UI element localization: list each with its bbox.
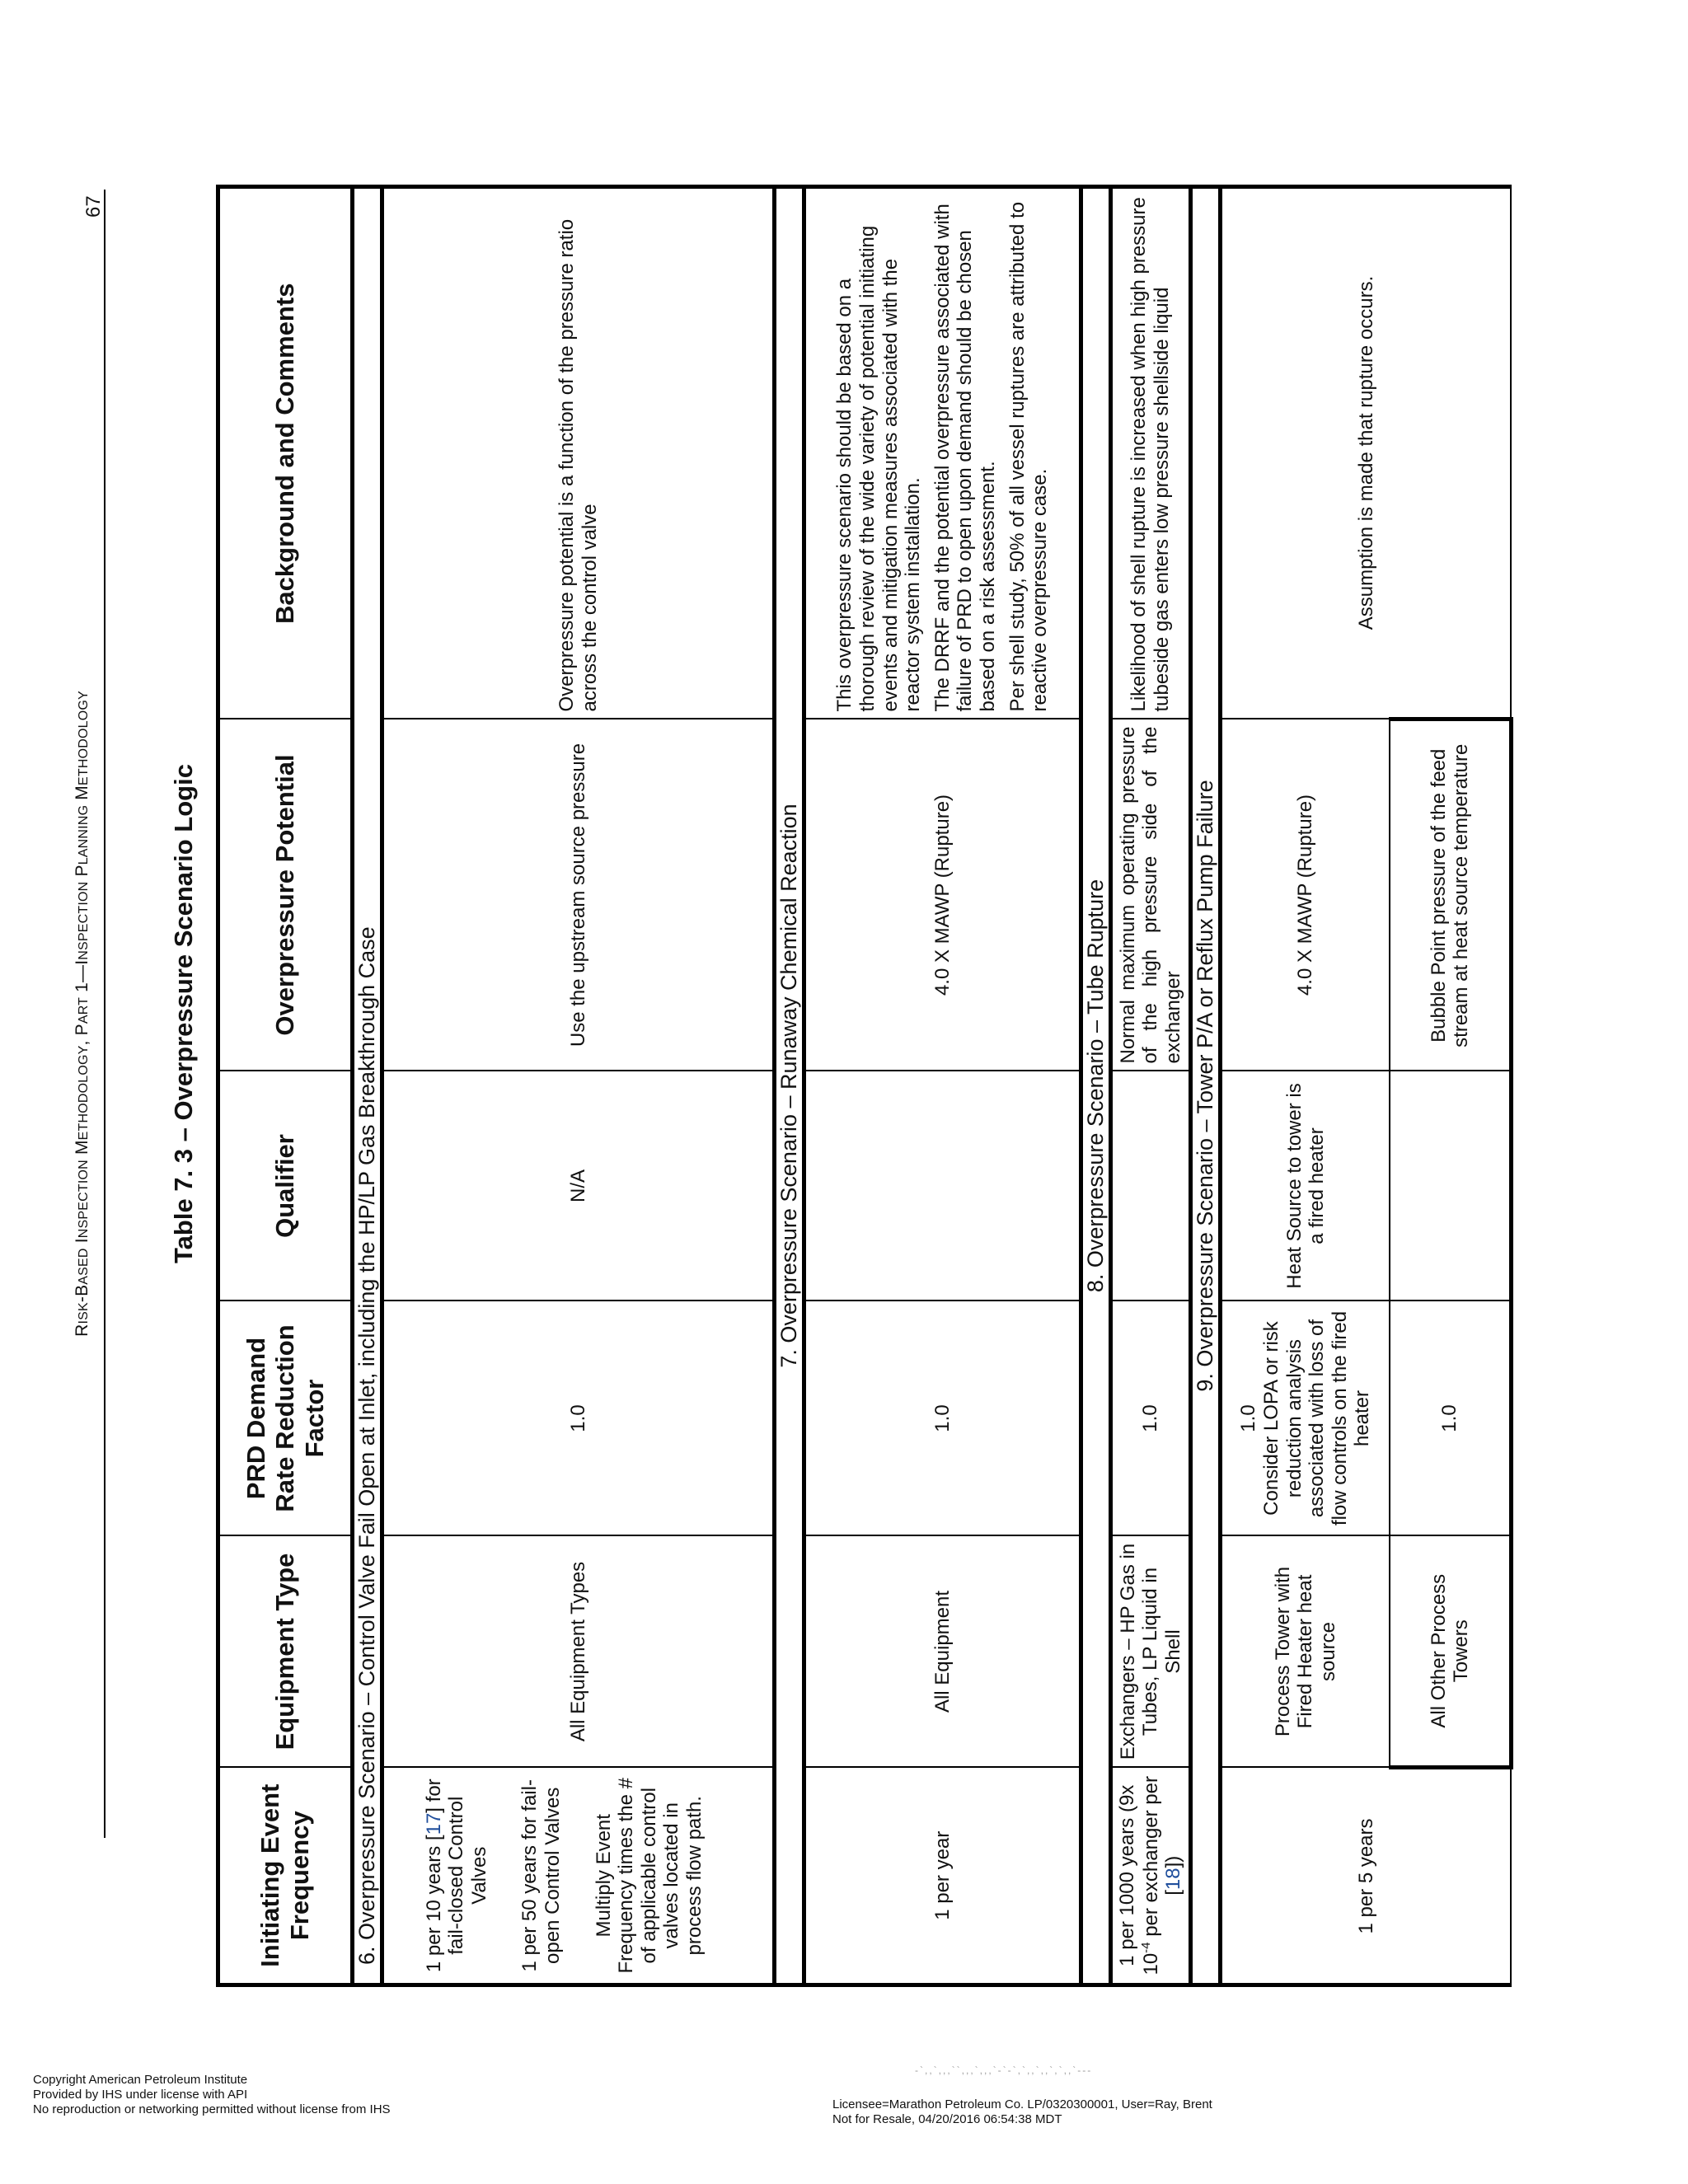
- s9-potential-1: 4.0 X MAWP (Rupture): [1220, 719, 1390, 1071]
- footer-right-line-2: Not for Resale, 04/20/2016 06:54:38 MDT: [832, 2112, 1062, 2126]
- s6-qualifier: N/A: [382, 1071, 775, 1301]
- s7-drrf: 1.0: [804, 1301, 1081, 1536]
- section-8-title: 8. Overpressure Scenario – Tube Rupture: [1083, 879, 1109, 1293]
- section-6-row: [382, 187, 775, 1985]
- s6-equipment: All Equipment Types: [382, 1536, 775, 1768]
- s9-equipment-2: All Other Process Towers: [1390, 1536, 1511, 1768]
- footer-scratch-text: -`,,`,,,``,,,`,,,`-`-`,`,,`,,`,`,,`---: [915, 2064, 1093, 2076]
- header-overpressure-potential: Overpressure Potential: [218, 719, 353, 1071]
- section-7-title: 7. Overpressure Scenario – Runaway Chemical Reaction: [776, 804, 802, 1368]
- s8-potential: Normal maximum operating pressure of the high pressure side of the exchanger: [1111, 719, 1191, 1071]
- footer-copyright: [33, 2073, 391, 2117]
- s7-comments-2: The DRRF and the potential overpressure associated with failure of PRD to open upon demand should be chosen based on a risk assessment.: [931, 204, 999, 712]
- page-number: 67: [82, 195, 105, 218]
- section-8-title-row: [1081, 187, 1111, 1985]
- section-6-title: 6. Overpressure Scenario – Control Valve Fail Open at Inlet, including the HP/LP Gas Breakthrough Case: [354, 926, 379, 1965]
- section-9-title: 9. Overpressure Scenario – Tower P/A or Reflux Pump Failure: [1192, 780, 1217, 1392]
- s9-comments: Assumption is made that rupture occurs.: [1220, 187, 1511, 719]
- section-7-title-row: [775, 187, 804, 1985]
- s8-equipment: Exchangers – HP Gas in Tubes, LP Liquid in Shell: [1111, 1536, 1191, 1768]
- s6-comments: Overpressure potential is a function of the pressure ratio across the control valve: [382, 187, 775, 719]
- s9-frequency: 1 per 5 years: [1220, 1768, 1511, 1985]
- section-8-row: [1111, 187, 1191, 1985]
- s9-qualifier-1: Heat Source to tower is a fired heater: [1220, 1071, 1390, 1301]
- header-frequency: Initiating Event Frequency: [218, 1768, 353, 1985]
- s9-qualifier-2: [1390, 1071, 1511, 1301]
- table-title: Table 7. 3 – Overpressure Scenario Logic: [169, 764, 198, 1263]
- s7-potential: 4.0 X MAWP (Rupture): [804, 719, 1081, 1071]
- s9-drrf-1: [1220, 1301, 1390, 1536]
- s6-frequency-3: Multiply Event Frequency times the # of applicable control valves located in process flow path.: [592, 1778, 706, 1974]
- s6-frequency-1: 1 per 10 years [17] for fail-closed Control Valves: [422, 1779, 490, 1973]
- s9-drrf-1-note: Consider LOPA or risk reduction analysis associated with loss of flow controls on the fired heater: [1260, 1310, 1374, 1526]
- header-drrf: PRD Demand Rate Reduction Factor: [218, 1301, 353, 1536]
- section-9-title-row: [1190, 187, 1220, 1985]
- s8-comments: Likelihood of shell rupture is increased when high pressure tubeside gas enters low pressure shellside liquid: [1111, 187, 1191, 719]
- footer-left-line-1: Copyright American Petroleum Institute: [33, 2073, 248, 2087]
- s6-drrf: 1.0: [382, 1301, 775, 1536]
- section-9-row-1: [1220, 187, 1390, 1985]
- s7-comments-1: This overpressure scenario should be based on a thorough review of the wide variety of potential initiating events and mitigation measures associated with the reactor system installation.: [833, 225, 925, 712]
- header-equipment-type: Equipment Type: [218, 1536, 353, 1768]
- overpressure-table: [216, 185, 1513, 1987]
- s6-potential: Use the upstream source pressure: [382, 719, 775, 1071]
- footer-left-line-2: Provided by IHS under license with API: [33, 2088, 248, 2102]
- s8-qualifier: [1111, 1071, 1191, 1301]
- s7-comments: [804, 187, 1081, 719]
- s8-drrf: 1.0: [1111, 1301, 1191, 1536]
- header-rule: [104, 190, 106, 1838]
- s7-qualifier: [804, 1071, 1081, 1301]
- s6-frequency-2: 1 per 50 years for fail-open Control Valves: [518, 1779, 564, 1972]
- s7-comments-3: Per shell study, 50% of all vessel ruptures are attributed to reactive overpressure case.: [1006, 201, 1052, 712]
- footer-left-line-3: No reproduction or networking permitted without license from IHS: [33, 2102, 391, 2116]
- footer-licensee: [832, 2097, 1212, 2127]
- footer-right-line-1: Licensee=Marathon Petroleum Co. LP/0320300001, User=Ray, Brent: [832, 2097, 1212, 2111]
- s9-equipment-1: Process Tower with Fired Heater heat source: [1220, 1536, 1390, 1768]
- header-comments: Background and Comments: [218, 187, 353, 719]
- s9-potential-2: Bubble Point pressure of the feed stream at heat source temperature: [1390, 719, 1511, 1071]
- s8-frequency: 1 per 1000 years (9x $10^{-4}$ per exchanger per [18]): [1111, 1768, 1191, 1985]
- s9-drrf-2: 1.0: [1390, 1301, 1511, 1536]
- s7-frequency: 1 per year: [804, 1768, 1081, 1985]
- running-head: RISK-BASED INSPECTION METHODOLOGY, PART 1—INSPECTION PLANNING METHODOLOGY: [73, 691, 91, 1337]
- s9-drrf-1-value: 1.0: [1237, 1404, 1260, 1432]
- header-qualifier: Qualifier: [218, 1071, 353, 1301]
- section-7-row: [804, 187, 1081, 1985]
- section-6-title-row: [353, 187, 382, 1985]
- header-row: [218, 187, 353, 1985]
- s6-frequency-cell: [382, 1768, 775, 1985]
- s7-equipment: All Equipment: [804, 1536, 1081, 1768]
